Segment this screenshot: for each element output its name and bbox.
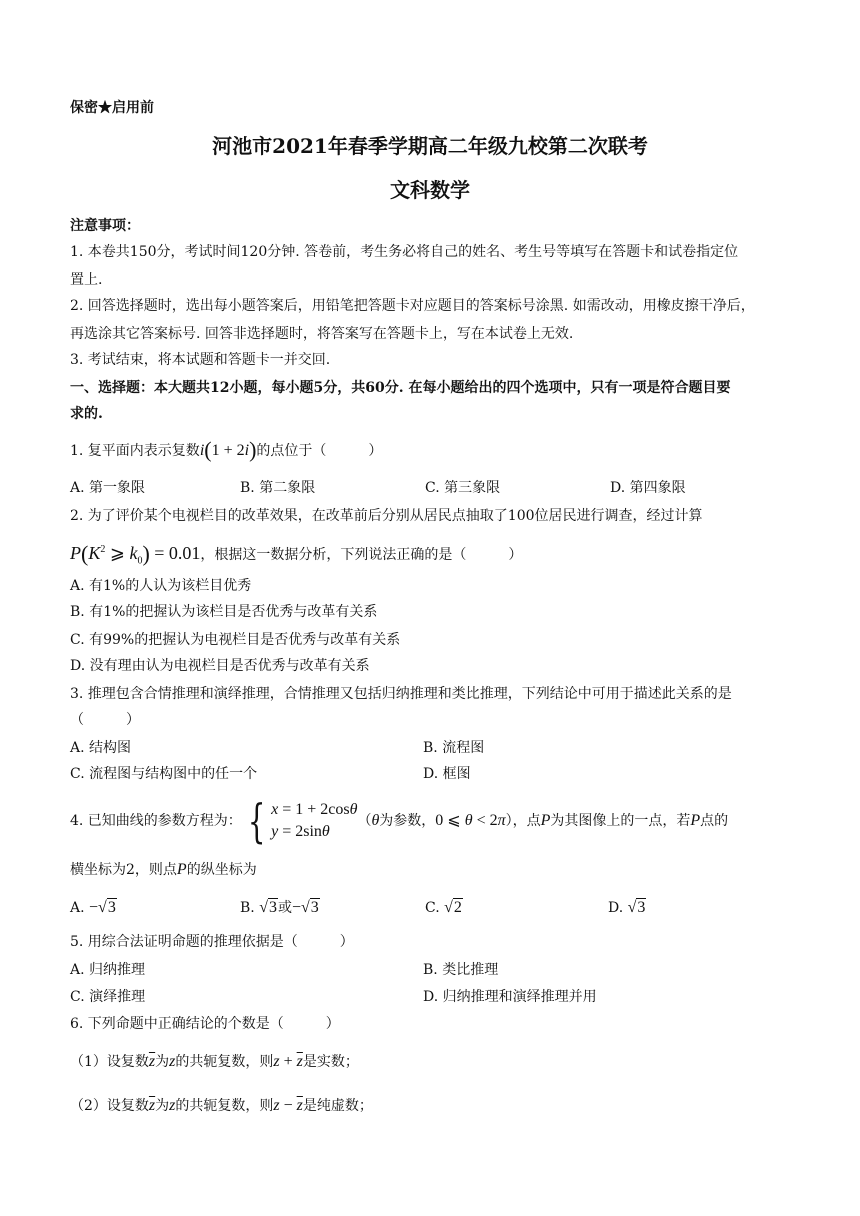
- q4-option-d[interactable]: D. √3: [608, 899, 646, 916]
- question-5: 5. 用综合法证明命题的推理依据是（ ）: [70, 934, 354, 950]
- q1-option-c[interactable]: C. 第三象限: [425, 480, 501, 496]
- q3-option-c[interactable]: C. 流程图与结构图中的任一个: [70, 766, 258, 782]
- note-1: 1. 本卷共150分，考试时间120分钟. 答卷前，考生务必将自己的姓名、考生号等填写在答题卡和试卷指定位: [70, 244, 739, 260]
- q4-option-c[interactable]: C. √2: [425, 899, 462, 916]
- q5-option-a[interactable]: A. 归纳推理: [70, 962, 146, 978]
- q6-statement-1: （1）设复数$\overline{z}$为z的共轭复数，则$z + \overline{z}$是实数；: [70, 1053, 359, 1070]
- q6-statement-2: （2）设复数$\overline{z}$为z的共轭复数，则$z - \overline{z}$是纯虚数；: [70, 1097, 373, 1114]
- q2-option-c[interactable]: C. 有99%的把握认为电视栏目是否优秀与改革有关系: [70, 632, 401, 648]
- question-6: 6. 下列命题中正确结论的个数是（ ）: [70, 1016, 340, 1032]
- q2-option-b[interactable]: B. 有1%的把握认为该栏目是否优秀与改革有关系: [70, 604, 378, 620]
- q1-option-b[interactable]: B. 第二象限: [240, 480, 316, 496]
- q4-parametric-system: { x = 1 + 2cosθ y = 2sinθ: [247, 794, 358, 848]
- note-2: 2. 回答选择题时，选出每小题答案后，用铅笔把答题卡对应题目的答案标号涂黑. 如需改动，用橡皮擦干净后，: [70, 298, 755, 314]
- question-4-cont: 横坐标为2，则点P的纵坐标为: [70, 861, 257, 878]
- note-1-cont: 置上.: [70, 272, 103, 288]
- q2-option-a[interactable]: A. 有1%的人认为该栏目优秀: [70, 578, 252, 594]
- q2-option-d[interactable]: D. 没有理由认为电视栏目是否优秀与改革有关系: [70, 658, 370, 674]
- q3-option-d[interactable]: D. 框图: [423, 766, 471, 782]
- exam-title: 河池市2021年春季学期高二年级九校第二次联考: [212, 134, 648, 158]
- confidential-label: 保密★启用前: [70, 100, 154, 116]
- question-4: 4. 已知曲线的参数方程为： { x = 1 + 2cosθ y = 2sinθ（θ为参数，0 ⩽ θ < 2π），点P为其图像上的一点，若P点的: [70, 794, 729, 848]
- note-2-cont: 再选涂其它答案标号. 回答非选择题时，将答案写在答题卡上，写在本试卷上无效.: [70, 326, 574, 342]
- q4-option-a[interactable]: A. −√3: [70, 899, 116, 916]
- q5-option-c[interactable]: C. 演绎推理: [70, 989, 146, 1005]
- question-3: 3. 推理包含合情推理和演绎推理，合情推理又包括归纳推理和类比推理，下列结论中可用于描述此关系的是: [70, 686, 732, 702]
- section-heading-cont: 求的.: [70, 406, 103, 422]
- notes-heading: 注意事项：: [70, 218, 140, 234]
- q1-option-d[interactable]: D. 第四象限: [610, 480, 686, 496]
- question-1: 1. 复平面内表示复数i(1 + 2i)的点位于（ ）: [70, 437, 383, 462]
- q1-option-a[interactable]: A. 第一象限: [70, 480, 146, 496]
- q4-option-b[interactable]: B. √3或−√3: [240, 899, 319, 916]
- q3-option-a[interactable]: A. 结构图: [70, 740, 132, 756]
- section-heading: 一、选择题：本大题共12小题，每小题5分，共60分. 在每小题给出的四个选项中，只有一项是符合题目要: [70, 380, 731, 396]
- question-3-cont: （ ）: [70, 712, 140, 728]
- q5-option-b[interactable]: B. 类比推理: [423, 962, 499, 978]
- question-2: 2. 为了评价某个电视栏目的改革效果，在改革前后分别从居民点抽取了100位居民进行调查，经过计算: [70, 508, 703, 524]
- q1-expression: i(1 + 2i): [199, 437, 257, 462]
- q2-probability-expression: $P(K^2$ ⩾ $k_0) = 0.01$: [70, 541, 201, 567]
- question-2-cont: $P(K^2$ ⩾ $k_0) = 0.01$，根据这一数据分析，下列说法正确的是（ ）: [70, 541, 523, 567]
- q3-option-b[interactable]: B. 流程图: [423, 740, 485, 756]
- q5-option-d[interactable]: D. 归纳推理和演绎推理并用: [423, 989, 597, 1005]
- exam-subject: 文科数学: [390, 178, 470, 202]
- note-3: 3. 考试结束，将本试题和答题卡一并交回.: [70, 352, 331, 368]
